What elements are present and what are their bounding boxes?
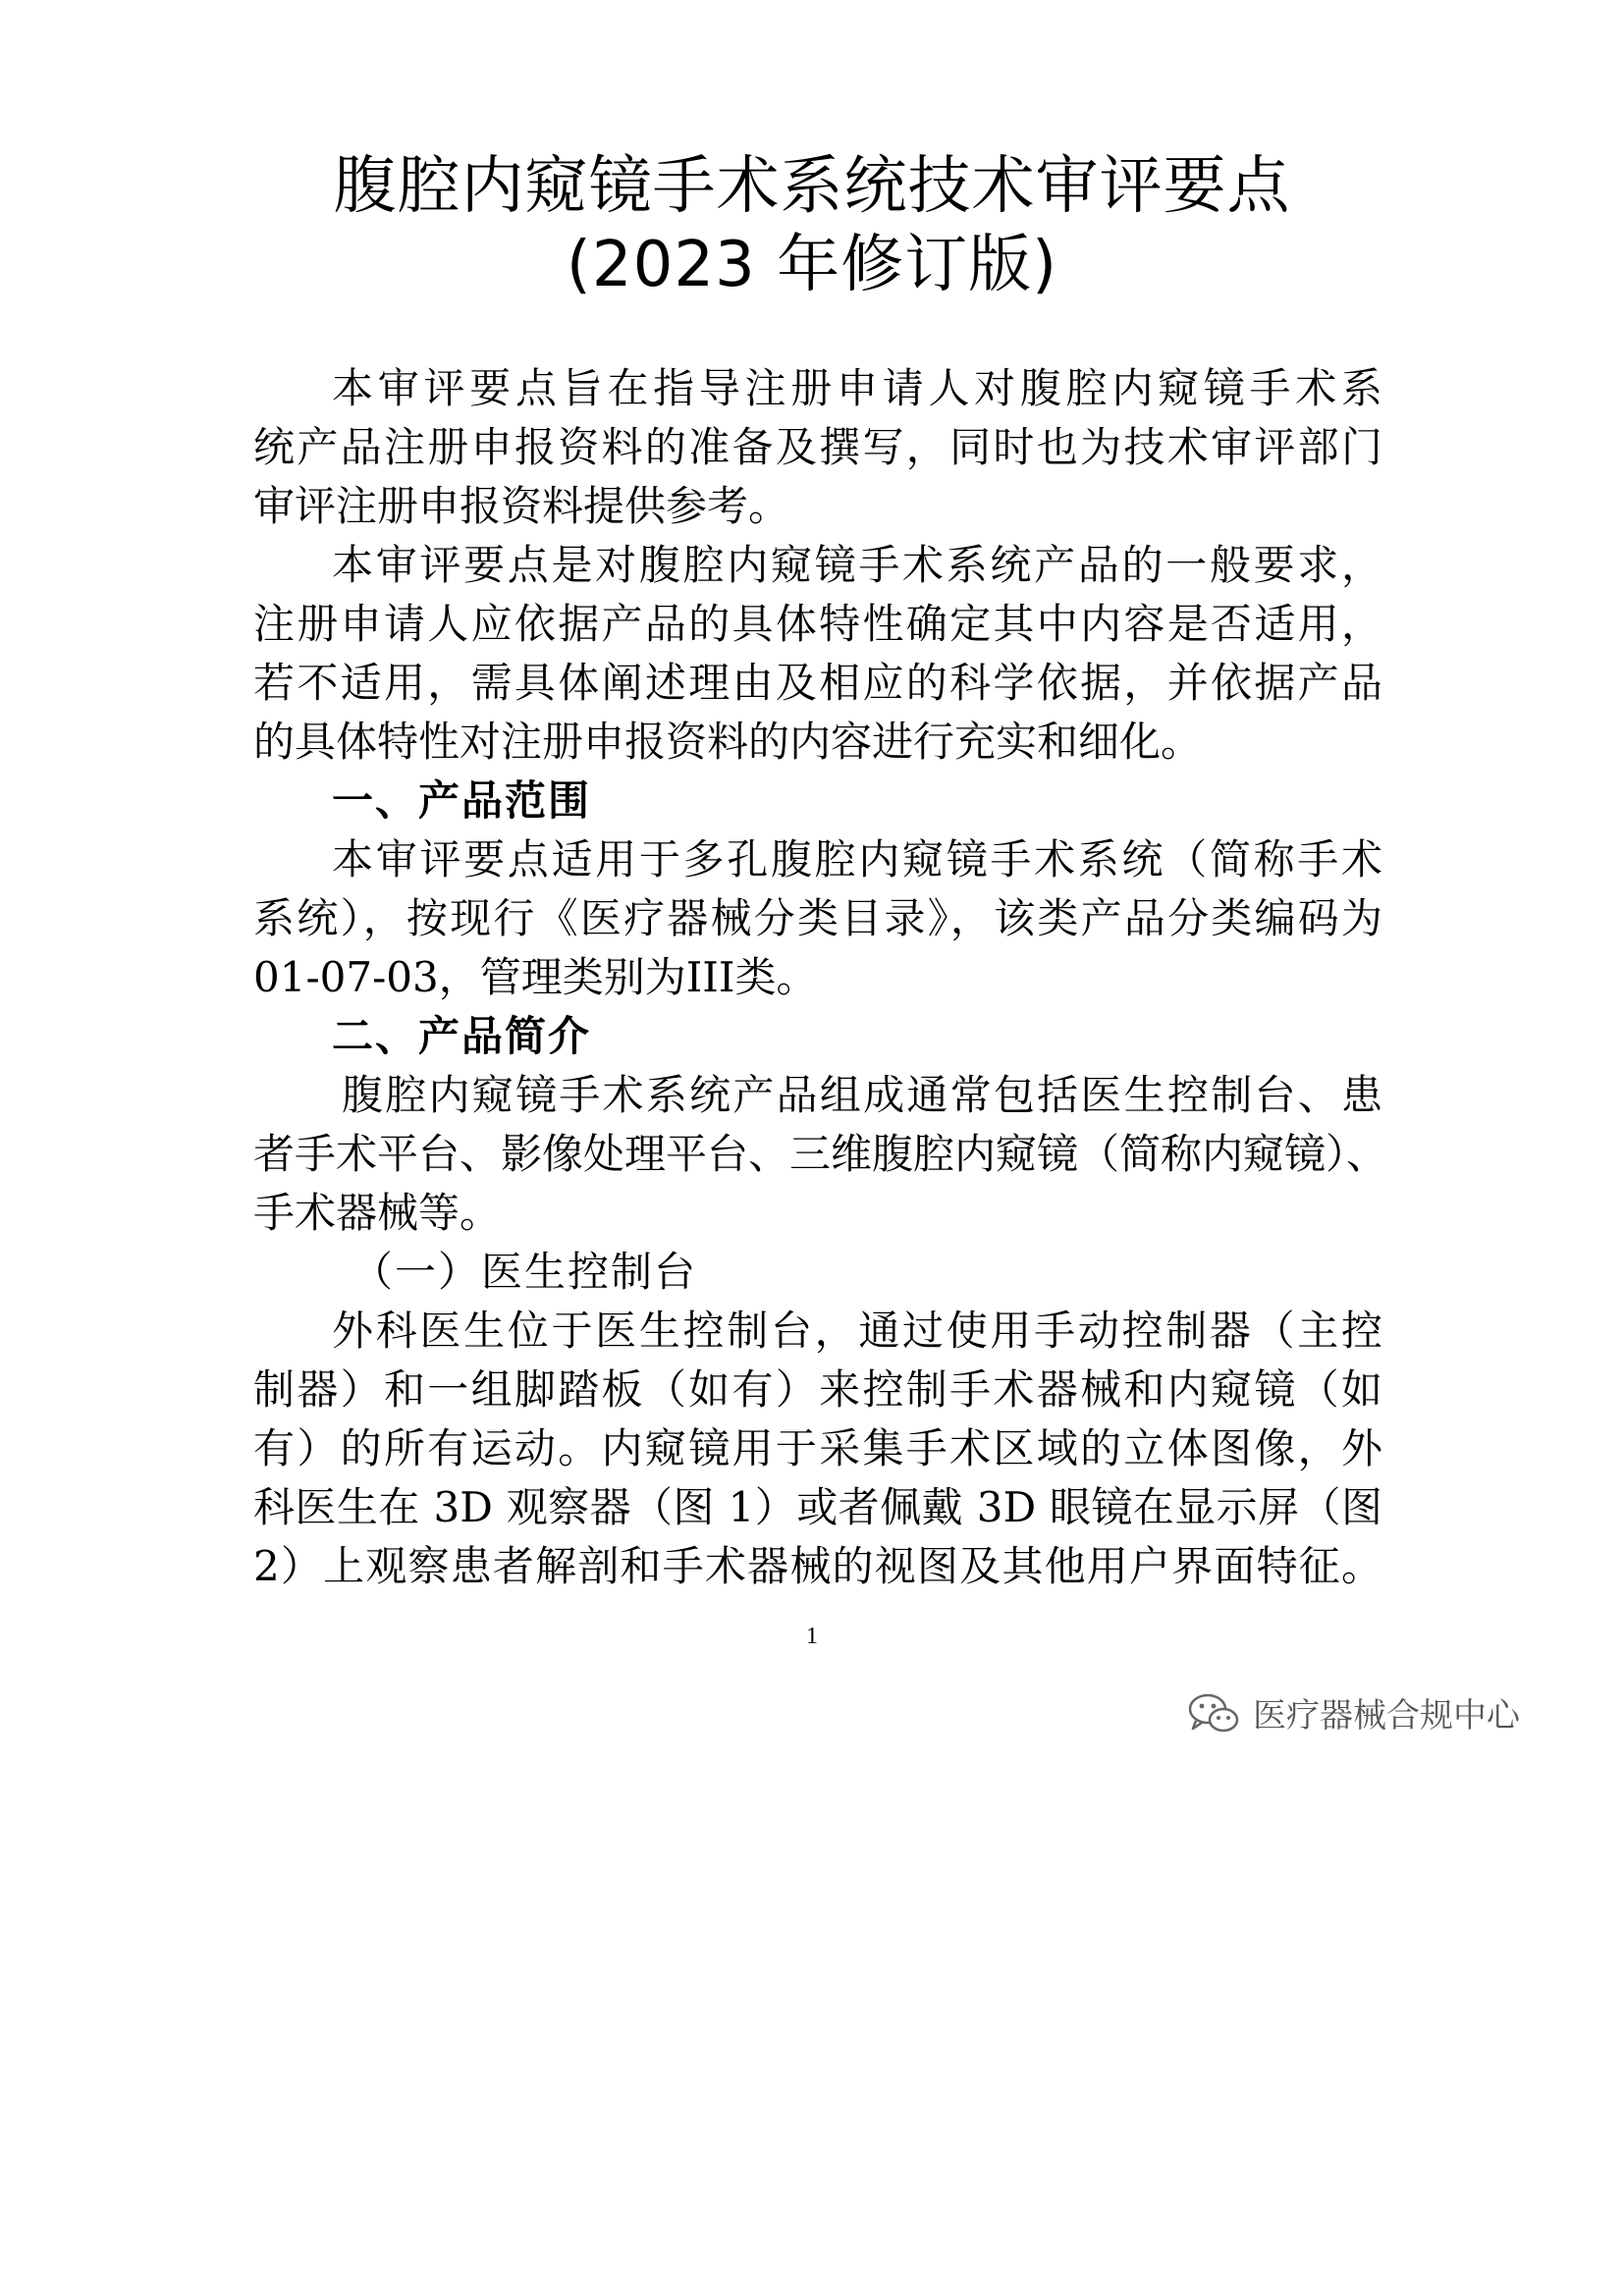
page-number: 1 [806,1624,818,1649]
body-line: 有）的所有运动。内窥镜用于采集手术区域的立体图像，外 [253,1424,1382,1472]
body-line: 制器）和一组脚踏板（如有）来控制手术器械和内窥镜（如 [253,1365,1382,1414]
body-line: 01-07-03，管理类别为III类。 [253,953,818,1001]
body-line: 外科医生位于医生控制台，通过使用手动控制器（主控 [332,1307,1382,1355]
body-line: 系统），按现行《医疗器械分类目录》，该类产品分类编码为 [253,894,1382,942]
body-line: 审评注册申报资料提供参考。 [253,482,790,530]
body-line: 注册申请人应依据产品的具体特性确定其中内容是否适用， [253,600,1382,648]
section-heading-product-intro: 二、产品简介 [332,1012,592,1060]
body-line: 本审评要点适用于多孔腹腔内窥镜手术系统（简称手术 [332,835,1382,883]
body-line: 科医生在 3D 观察器（图 1）或者佩戴 3D 眼镜在显示屏（图 [253,1483,1382,1531]
subsection-heading-surgeon-console: （一）医生控制台 [352,1248,698,1296]
body-line: 腹腔内窥镜手术系统产品组成通常包括医生控制台、患 [342,1071,1382,1119]
section-heading-product-scope: 一、产品范围 [332,776,592,825]
document-title: 腹腔内窥镜手术系统技术审评要点 [333,150,1291,223]
body-line: 2）上观察患者解剖和手术器械的视图及其他用户界面特征。 [253,1542,1382,1590]
body-line: 本审评要点旨在指导注册申请人对腹腔内窥镜手术系 [332,364,1382,412]
body-line: 的具体特性对注册申报资料的内容进行充实和细化。 [253,718,1203,766]
body-line: 者手术平台、影像处理平台、三维腹腔内窥镜（简称内窥镜）、 [253,1130,1388,1178]
body-line: 若不适用，需具体阐述理由及相应的科学依据，并依据产品 [253,659,1382,707]
watermark-text: 医疗器械合规中心 [1253,1695,1520,1735]
wechat-icon [1186,1690,1241,1740]
document-subtitle: (2023 年修订版) [566,229,1058,301]
body-line: 本审评要点是对腹腔内窥镜手术系统产品的一般要求， [332,541,1382,589]
body-line: 手术器械等。 [253,1189,502,1237]
watermark [1186,1690,1520,1740]
body-line: 统产品注册申报资料的准备及撰写，同时也为技术审评部门 [253,423,1382,471]
